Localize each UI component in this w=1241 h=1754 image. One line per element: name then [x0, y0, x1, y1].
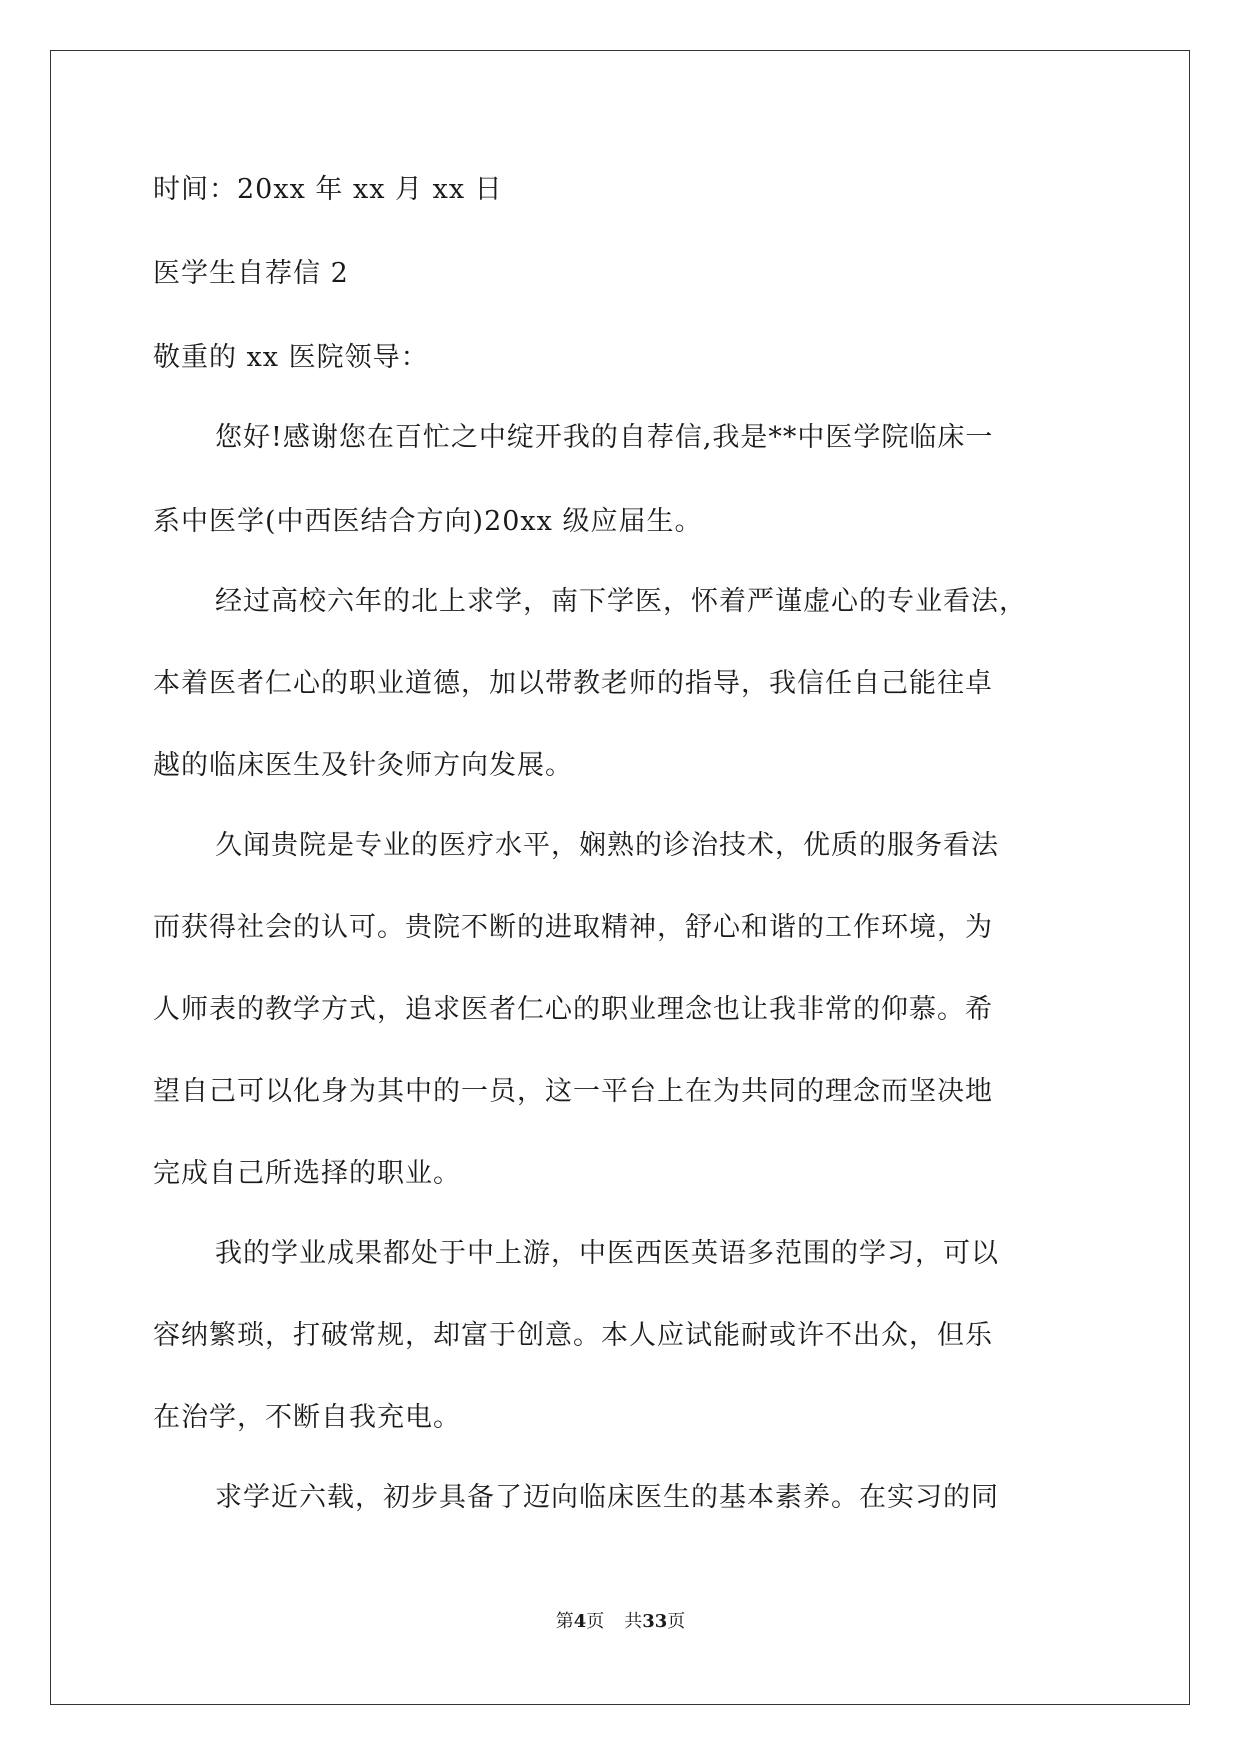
- paragraph-line: 求学近六载，初步具备了迈向临床医生的基本素养。在实习的同: [215, 1482, 999, 1513]
- paragraph-line: 在治学，不断自我充电。: [153, 1402, 461, 1433]
- page-footer: [0, 1610, 1241, 1634]
- paragraph-line: 您好!感谢您在百忙之中绽开我的自荐信,我是**中医学院临床一: [215, 422, 994, 453]
- date-line: 时间：20xx 年 xx 月 xx 日: [153, 174, 503, 205]
- page-border: [50, 50, 1190, 1705]
- paragraph-line: 人师表的教学方式，追求医者仁心的职业理念也让我非常的仰慕。希: [153, 994, 993, 1025]
- salutation: 敬重的 xx 医院领导：: [153, 342, 429, 373]
- total-pages: 33: [642, 1611, 668, 1632]
- paragraph-line: 久闻贵院是专业的医疗水平，娴熟的诊治技术，优质的服务看法: [215, 830, 999, 861]
- page-number: 4: [573, 1611, 587, 1632]
- page-suffix: 页: [586, 1611, 605, 1632]
- paragraph-line: 本着医者仁心的职业道德，加以带教老师的指导，我信任自己能往卓: [153, 668, 993, 699]
- paragraph-line: 系中医学(中西医结合方向)20xx 级应届生。: [153, 506, 703, 537]
- paragraph-line: 而获得社会的认可。贵院不断的进取精神，舒心和谐的工作环境，为: [153, 912, 993, 943]
- total-prefix: 共: [624, 1611, 643, 1632]
- paragraph-line: 容纳繁琐，打破常规，却富于创意。本人应试能耐或许不出众，但乐: [153, 1320, 993, 1351]
- paragraph-line: 我的学业成果都处于中上游，中医西医英语多范围的学习，可以: [215, 1238, 999, 1269]
- letter-title: 医学生自荐信 2: [153, 258, 349, 289]
- paragraph-line: 望自己可以化身为其中的一员，这一平台上在为共同的理念而坚决地: [153, 1076, 993, 1107]
- paragraph-line: 越的临床医生及针灸师方向发展。: [153, 750, 573, 781]
- paragraph-line: 经过高校六年的北上求学，南下学医，怀着严谨虚心的专业看法，: [215, 586, 1027, 617]
- total-suffix: 页: [667, 1611, 686, 1632]
- paragraph-line: 完成自己所选择的职业。: [153, 1158, 461, 1189]
- page-prefix: 第: [555, 1611, 574, 1632]
